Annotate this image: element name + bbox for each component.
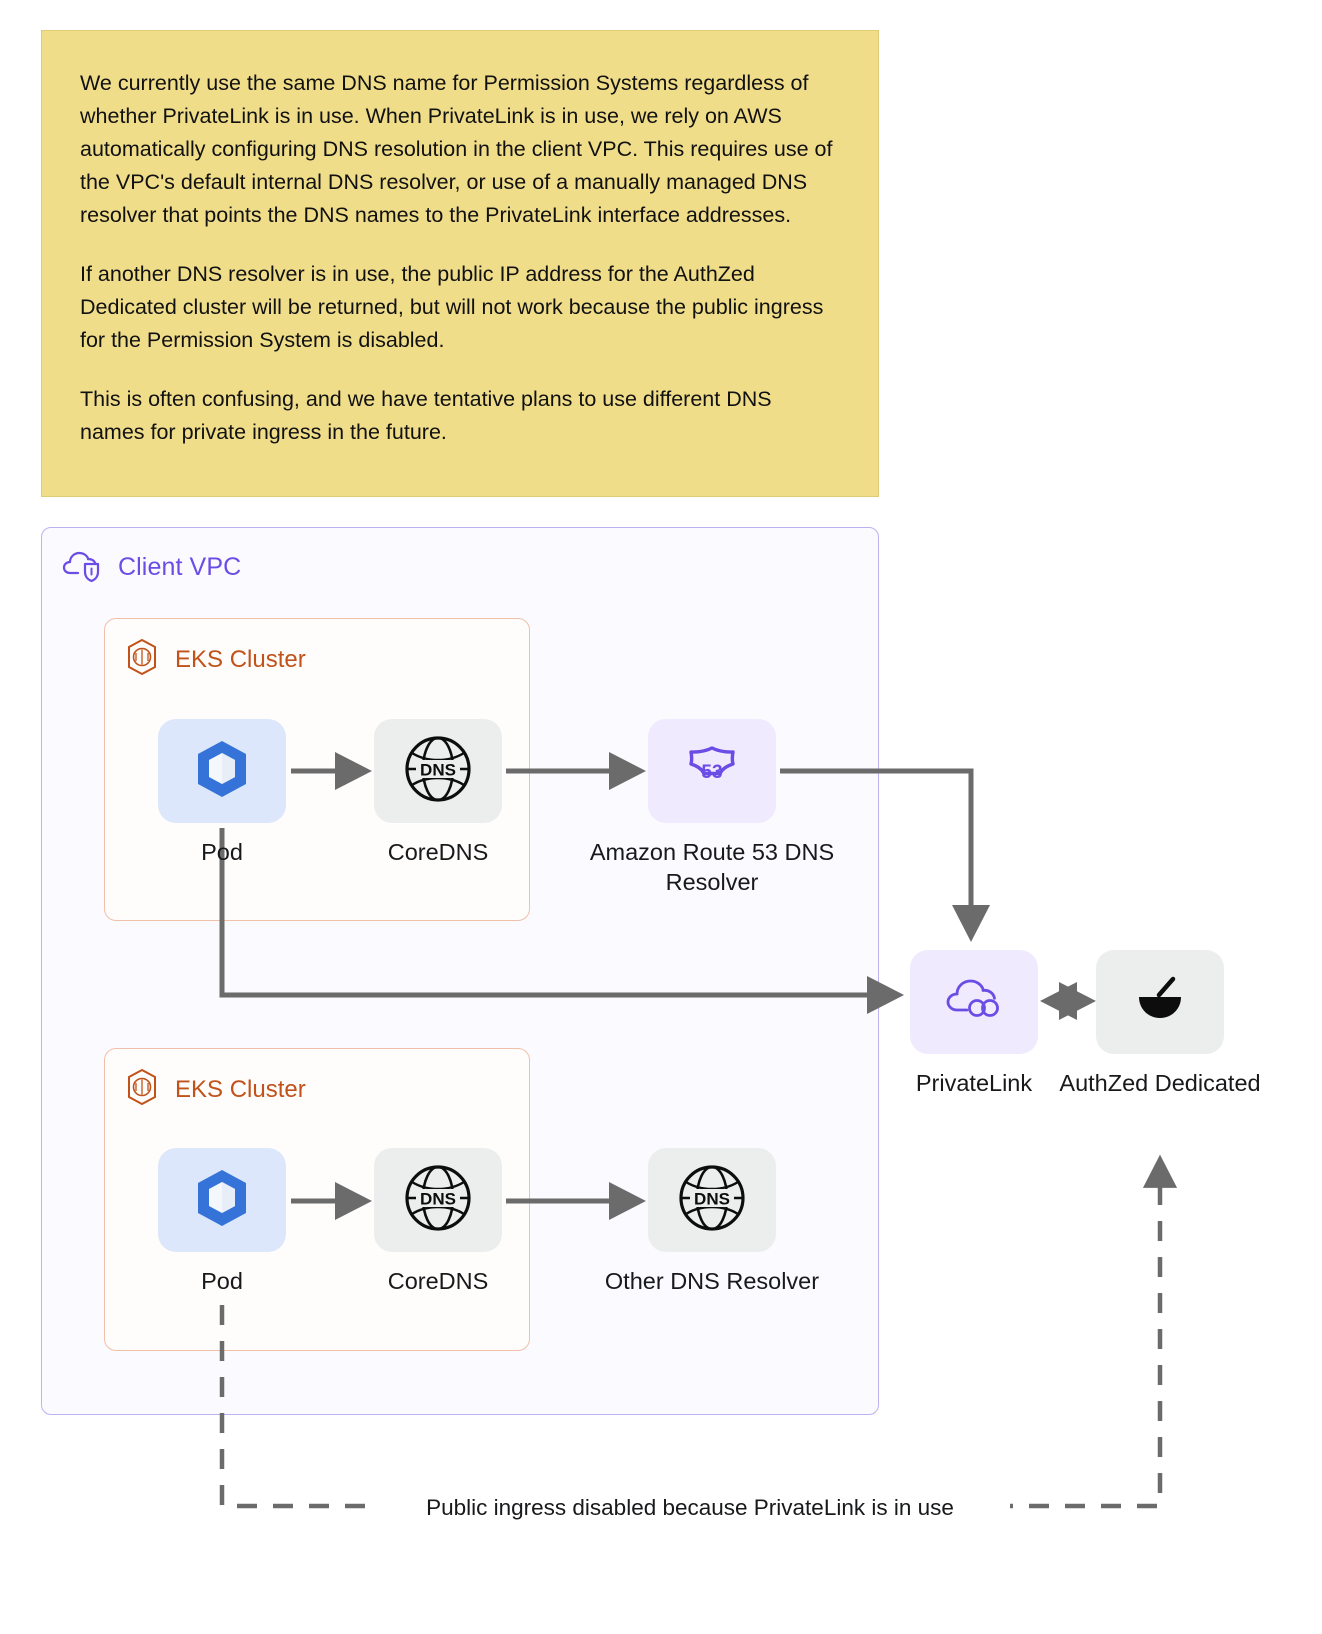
route53-shield-icon [677,734,747,809]
eks-cluster-1-title: EKS Cluster [175,645,306,673]
pod-tile [158,1148,286,1252]
node-authzed-dedicated [1059,950,1261,1098]
node-pod-1 [158,719,286,867]
node-label: CoreDNS [387,839,489,865]
node-label: PrivateLink [915,1070,1033,1096]
authzed-dedicated-tile [1096,950,1224,1054]
dns-globe-icon [673,1159,751,1242]
node-privatelink [910,950,1038,1098]
privatelink-tile [910,950,1038,1054]
node-other-dns-resolver [604,1148,820,1296]
kubernetes-hex-icon [123,637,161,682]
node-label: Pod [201,1268,243,1294]
node-label: AuthZed Dedicated [1059,1070,1261,1096]
route53-tile [648,719,776,823]
client-vpc-title: Client VPC [118,553,242,581]
node-pod-2 [158,1148,286,1296]
authzed-mortar-icon [1129,971,1191,1034]
eks-cluster-2-header [123,1067,306,1112]
node-label: Amazon Route 53 DNS Resolver [589,839,835,895]
privatelink-cloud-icon [943,972,1005,1033]
kubernetes-pod-icon [189,1165,255,1236]
explanatory-note [41,30,879,497]
kubernetes-pod-icon [189,736,255,807]
coredns-tile [374,719,502,823]
kubernetes-hex-icon [123,1067,161,1112]
note-paragraph-3: This is often confusing, and we have tentative plans to use different DNS names for private ingress in the future. [80,387,772,444]
node-route53 [589,719,835,897]
client-vpc-header [62,546,241,589]
vpc-cloud-icon [62,546,104,589]
svg-text:53: 53 [701,761,723,783]
note-paragraph-1: We currently use the same DNS name for Permission Systems regardless of whether PrivateLink is in use. When PrivateLink is in use, we rely on AWS automatically configuring DNS resolution in the client VPC. This requires use of the VPC's default internal DNS resolver, or use of a manually managed DNS resolver that points the DNS names to the PrivateLink interface addresses. [80,71,833,227]
coredns-tile [374,1148,502,1252]
note-paragraph-2: If another DNS resolver is in use, the public IP address for the AuthZed Dedicated cluster will be returned, but will not work because the public ingress for the Permission System is disabled. [80,262,824,352]
eks-cluster-2-title: EKS Cluster [175,1075,306,1103]
pod-tile [158,719,286,823]
public-ingress-caption: Public ingress disabled because PrivateLink is in use [370,1495,1010,1521]
dns-globe-icon [399,730,477,813]
other-dns-tile [648,1148,776,1252]
node-coredns-1 [374,719,502,867]
dns-globe-icon [399,1159,477,1242]
eks-cluster-1-header [123,637,306,682]
svg-text:DNS: DNS [420,760,456,779]
svg-text:DNS: DNS [694,1189,730,1208]
node-coredns-2 [374,1148,502,1296]
node-label: CoreDNS [387,1268,489,1294]
node-label: Pod [201,839,243,865]
node-label: Other DNS Resolver [604,1268,820,1294]
svg-text:DNS: DNS [420,1189,456,1208]
